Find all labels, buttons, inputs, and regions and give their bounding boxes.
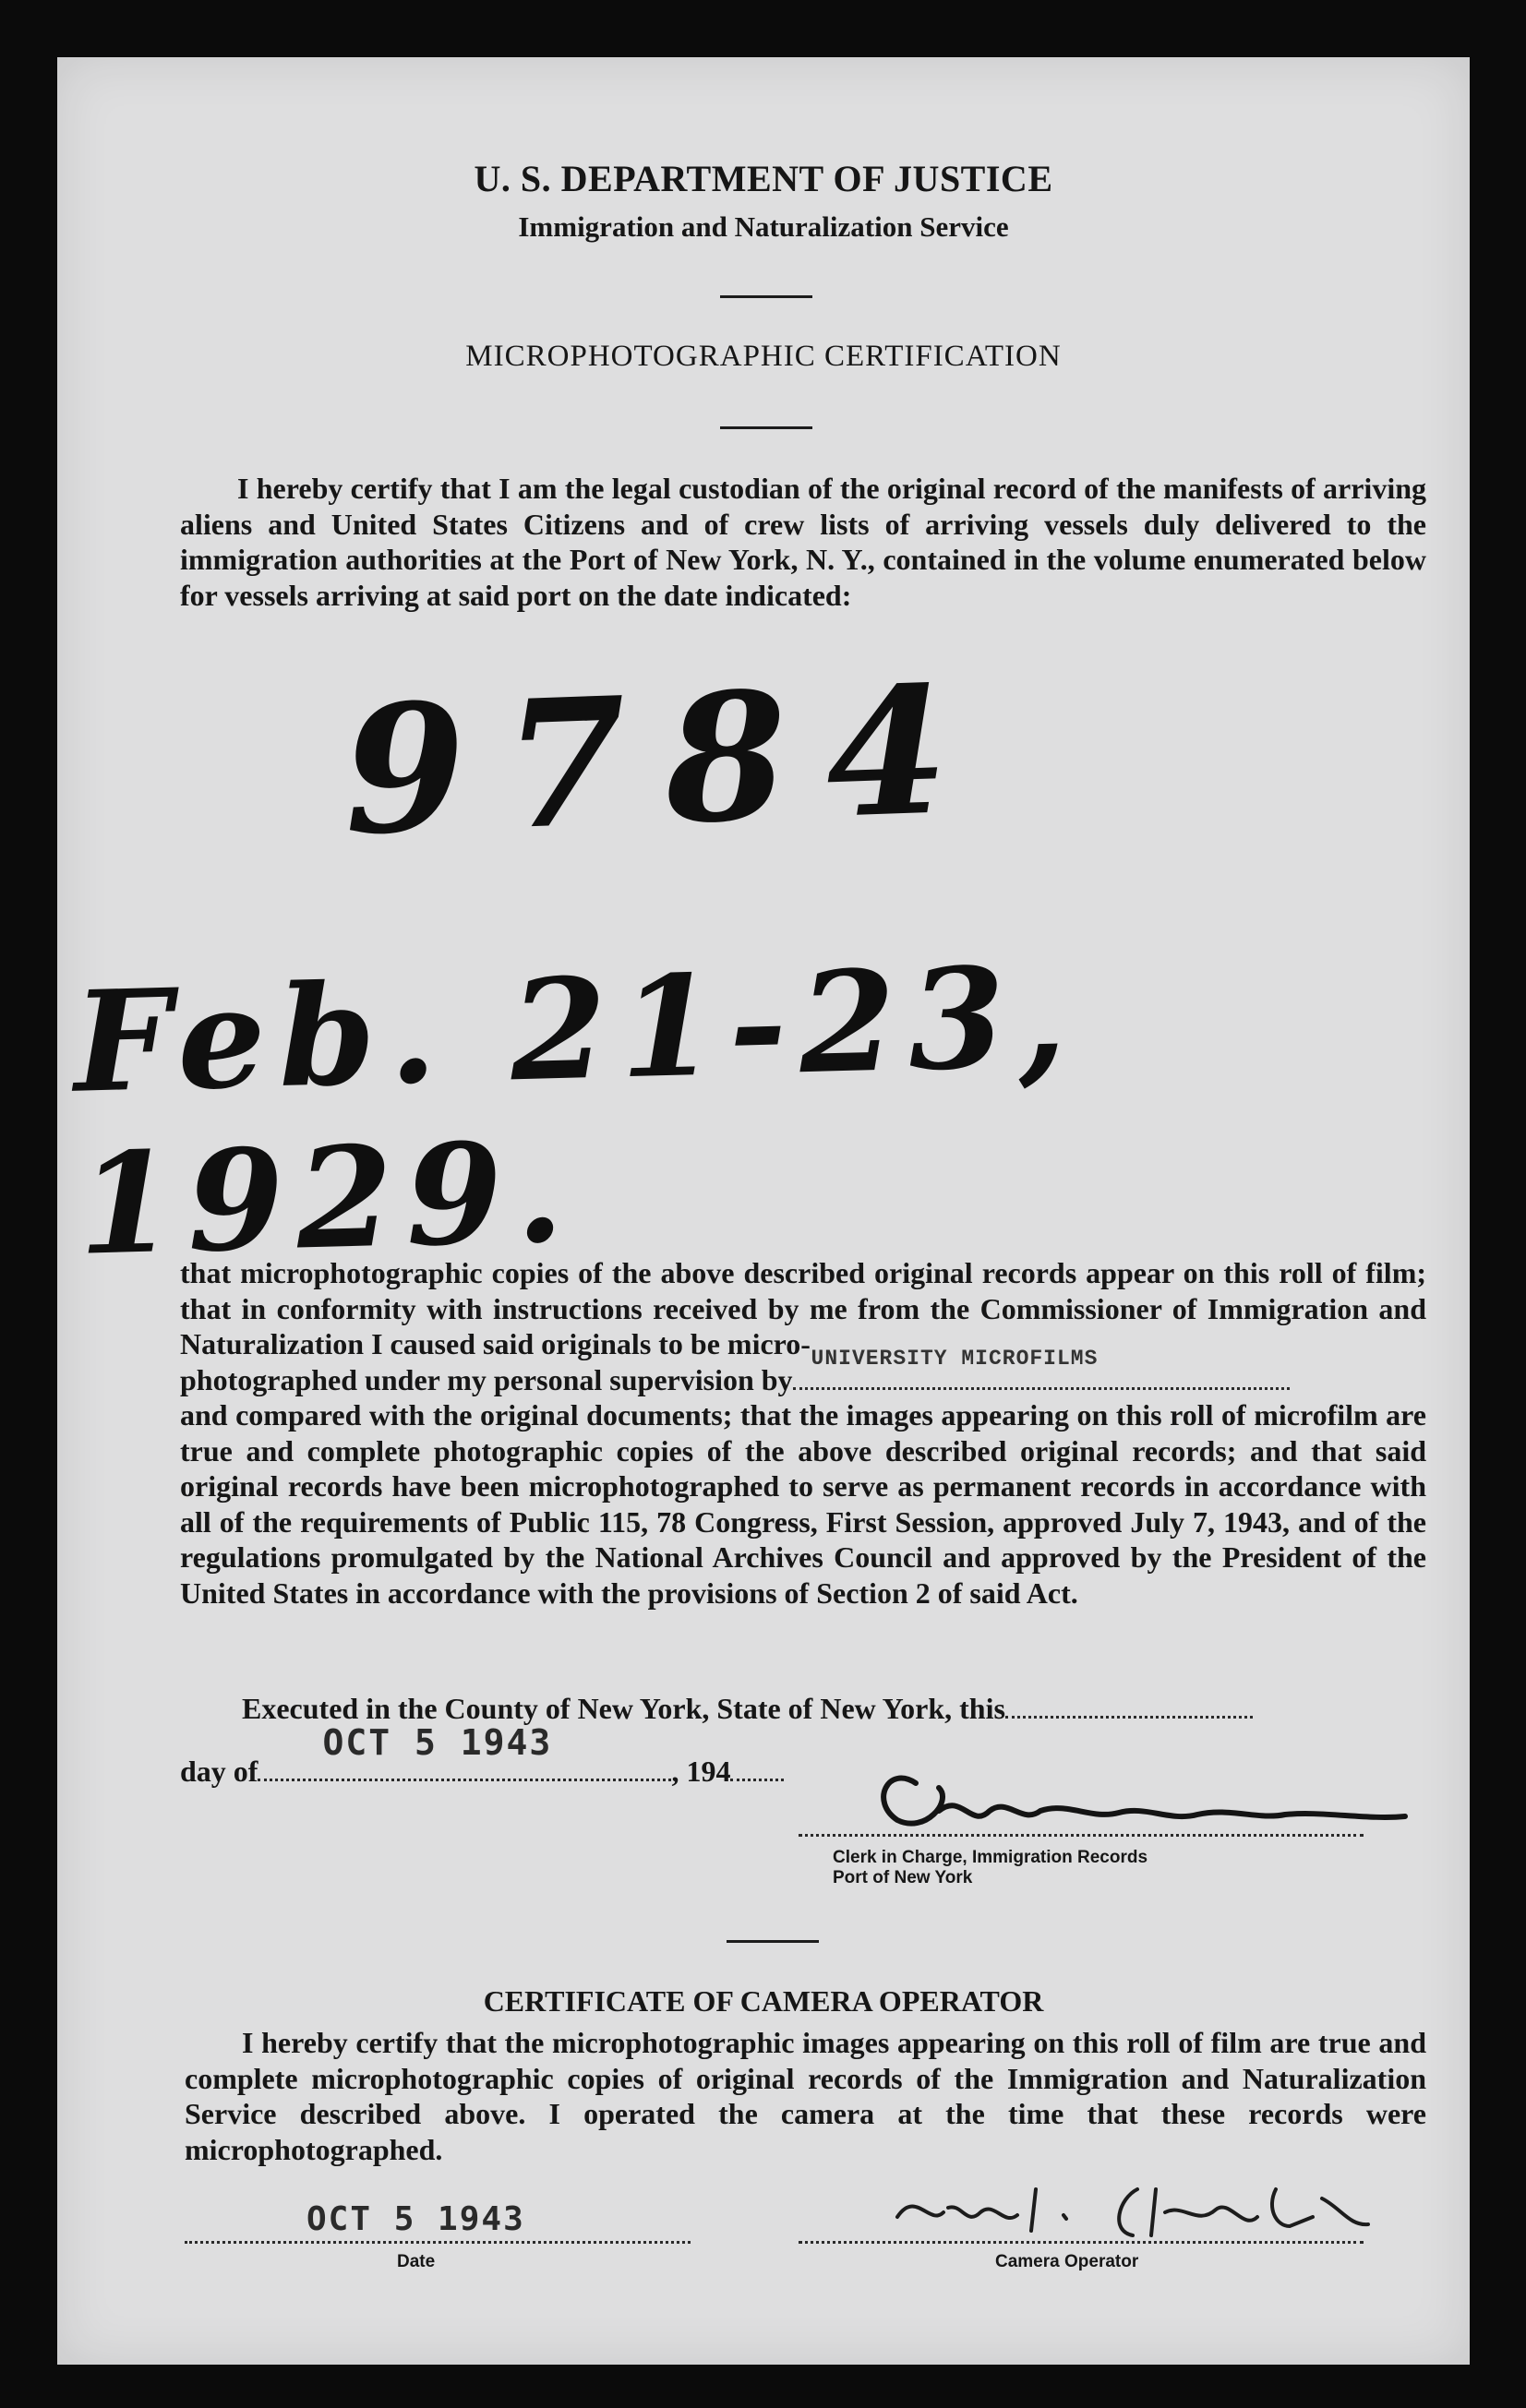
- handwritten-volume-number: 9784: [340, 645, 991, 875]
- vendor-fill-line: [793, 1347, 1290, 1390]
- camera-operator-label: Camera Operator: [995, 2252, 1139, 2271]
- operator-stamped-date: OCT 5 1943: [306, 2200, 525, 2238]
- year-prefix: , 194: [671, 1755, 731, 1788]
- executed-line: [242, 1691, 1426, 1727]
- day-fill-line: [258, 1722, 671, 1781]
- date-fill-line: [185, 2241, 691, 2244]
- operator-divider: [727, 1940, 819, 1943]
- intro-paragraph: I hereby certify that I am the legal custodian of the original record of the manifests of arriving aliens and United States Citizens and of crew lists of arriving vessels duly delivered to the immigration authorities at the Port of New York, N. Y., contained in the volume enumerated below for vessels arriving at said port on the date indicated:: [180, 472, 1426, 612]
- executed-text: Executed in the County of New York, State of New York, this: [242, 1692, 1005, 1725]
- body-part1: that microphotographic copies of the above described original records appear on this roll of film; that in conformity with instructions received by me from the Commissioner of Immigration and Naturalization I caused said originals to be micro-: [180, 1256, 1426, 1360]
- clerk-signature-line: [799, 1834, 1364, 1837]
- clerk-title-line2: Port of New York: [833, 1868, 973, 1887]
- camera-operator-heading: CERTIFICATE OF CAMERA OPERATOR: [483, 1984, 1044, 2018]
- date-label: Date: [397, 2252, 436, 2271]
- typed-vendor: UNIVERSITY MICROFILMS: [811, 1347, 1099, 1371]
- body-part3: and compared with the original documents; that the images appearing on this roll of microfilm are true and complete photographic copies of the above described original records; and that said original records have been microphotographed to serve as permanent records in accordance with all of the requirements of Public 115, 78 Congress, First Session, approved July 7, 1943, and of the regulations promulgated by the National Archives Council and approved by the President of the United States in accordance with the provisions of Section 2 of said Act.: [180, 1398, 1426, 1610]
- department-title: U. S. DEPARTMENT OF JUSTICE: [474, 158, 1053, 199]
- service-subtitle: Immigration and Naturalization Service: [518, 210, 1009, 243]
- day-of-label: day of: [180, 1755, 258, 1788]
- year-fill-line: [730, 1756, 784, 1781]
- clerk-signature: [851, 1746, 1424, 1857]
- title-divider: [720, 426, 812, 429]
- supervision-line: [180, 1347, 1426, 1398]
- operator-signature: [879, 2162, 1396, 2254]
- executed-fill-line: [1005, 1694, 1253, 1719]
- certificate-page: [57, 57, 1470, 2365]
- header-divider: [720, 295, 812, 298]
- certification-title: MICROPHOTOGRAPHIC CERTIFICATION: [465, 340, 1062, 373]
- camera-operator-paragraph: I hereby certify that the microphotographic images appearing on this roll of film are true and complete microphotographic copies of original records of the Immigration and Naturalization Service described above. I operated the camera at the time that these records were microphotographed.: [185, 2026, 1426, 2166]
- operator-signature-line: [799, 2241, 1364, 2244]
- handwritten-date-range: Feb. 21-23, 1929.: [71, 935, 1081, 1287]
- supervision-lead: photographed under my personal supervision by: [180, 1363, 793, 1396]
- execution-stamped-date: OCT 5 1943: [322, 1722, 553, 1763]
- clerk-title-line1: Clerk in Charge, Immigration Records: [833, 1848, 1148, 1867]
